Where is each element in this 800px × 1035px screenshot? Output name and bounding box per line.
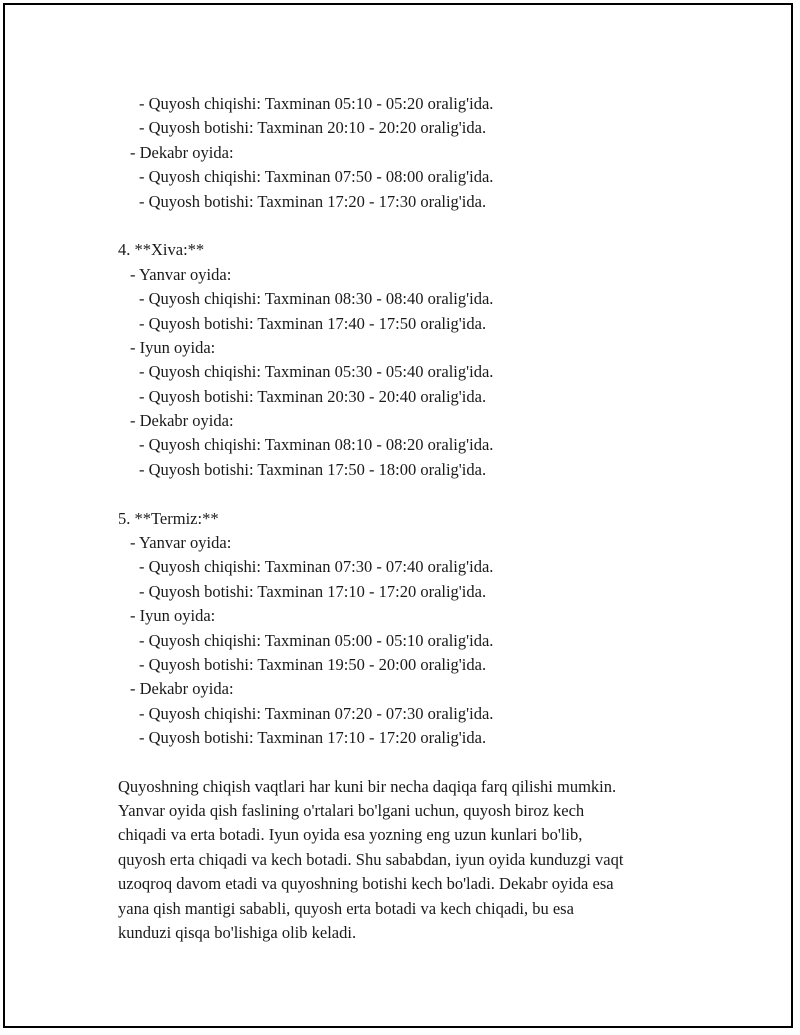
month-label: - Yanvar oyida: [130, 533, 232, 553]
sunset-line: - Quyosh botishi: Taxminan 19:50 - 20:00 oralig'ida. [139, 654, 487, 674]
month-label: - Iyun oyida: [130, 606, 216, 626]
sunset-line: - Quyosh botishi: Taxminan 20:10 - 20:20 oralig'ida. [139, 118, 487, 138]
city-section-xiva [118, 238, 718, 482]
month-label: - Dekabr oyida: [130, 142, 234, 162]
document-body [118, 92, 718, 945]
sunrise-line: - Quyosh chiqishi: Taxminan 05:10 - 05:20 oralig'ida. [139, 94, 494, 113]
city-heading: 4. **Xiva:** [118, 240, 205, 260]
sunrise-line: - Quyosh chiqishi: Taxminan 07:30 - 07:40 oralig'ida. [139, 557, 494, 577]
paragraph-line: chiqadi va erta botadi. Iyun oyida esa yozning eng uzun kunlari bo'lib, [118, 825, 583, 845]
sunrise-line: - Quyosh chiqishi: Taxminan 05:00 - 05:10 oralig'ida. [139, 630, 494, 650]
previous-city-continuation [118, 92, 718, 214]
sunset-line: - Quyosh botishi: Taxminan 17:40 - 17:50 oralig'ida. [139, 313, 487, 333]
sunset-line: - Quyosh botishi: Taxminan 17:10 - 17:20 oralig'ida. [139, 581, 487, 601]
sunrise-line: - Quyosh chiqishi: Taxminan 05:30 - 05:40 oralig'ida. [139, 362, 494, 382]
month-label: - Dekabr oyida: [130, 679, 234, 699]
sunset-line: - Quyosh botishi: Taxminan 17:20 - 17:30 oralig'ida. [139, 191, 487, 211]
sunrise-line: - Quyosh chiqishi: Taxminan 08:10 - 08:20 oralig'ida. [139, 435, 494, 455]
sunrise-line: - Quyosh chiqishi: Taxminan 08:30 - 08:40 oralig'ida. [139, 289, 494, 309]
paragraph-line: Yanvar oyida qish faslining o'rtalari bo'lgani uchun, quyosh biroz kech [118, 800, 585, 820]
city-section-termiz [118, 507, 718, 751]
sunset-line: - Quyosh botishi: Taxminan 17:10 - 17:20 oralig'ida. [139, 728, 487, 748]
sunset-line: - Quyosh botishi: Taxminan 20:30 - 20:40 oralig'ida. [139, 386, 487, 406]
paragraph-line: quyosh erta chiqadi va kech botadi. Shu sababdan, iyun oyida kunduzgi vaqt [118, 849, 624, 869]
sunset-line: - Quyosh botishi: Taxminan 17:50 - 18:00 oralig'ida. [139, 459, 487, 479]
month-label: - Iyun oyida: [130, 337, 216, 357]
city-heading: 5. **Termiz:** [118, 508, 219, 528]
summary-paragraph [118, 775, 708, 946]
paragraph-line: Quyoshning chiqish vaqtlari har kuni bir necha daqiqa farq qilishi mumkin. [118, 776, 617, 796]
paragraph-line: uzoqroq davom etadi va quyoshning botishi kech bo'ladi. Dekabr oyida esa [118, 874, 614, 894]
paragraph-line: yana qish mantigi sababli, quyosh erta botadi va kech chiqadi, bu esa [118, 898, 574, 918]
month-label: - Dekabr oyida: [130, 411, 234, 431]
sunrise-line: - Quyosh chiqishi: Taxminan 07:50 - 08:00 oralig'ida. [139, 167, 494, 187]
month-label: - Yanvar oyida: [130, 264, 232, 284]
paragraph-line: kunduzi qisqa bo'lishiga olib keladi. [118, 922, 357, 942]
sunrise-line: - Quyosh chiqishi: Taxminan 07:20 - 07:30 oralig'ida. [139, 703, 494, 723]
